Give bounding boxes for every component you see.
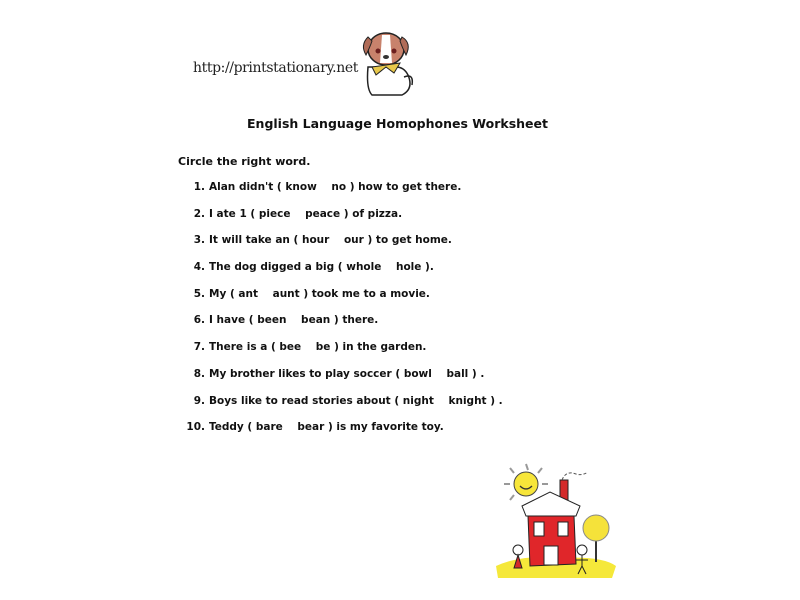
list-item — [180, 421, 503, 448]
item-text: I ate 1 ( piece peace ) of pizza. — [209, 207, 403, 220]
worksheet-title: English Language Homophones Worksheet — [247, 116, 548, 131]
list-item — [180, 181, 503, 208]
item-text: My ( ant aunt ) took me to a movie. — [209, 287, 430, 300]
item-text: There is a ( bee be ) in the garden. — [209, 341, 427, 354]
list-item — [180, 368, 503, 395]
item-text: I have ( been bean ) there. — [209, 314, 379, 327]
list-item — [180, 341, 503, 368]
item-number: 1. — [193, 181, 205, 193]
item-number: 2. — [193, 207, 205, 220]
list-item — [180, 288, 503, 315]
item-number: 4. — [193, 261, 205, 274]
item-text: It will take an ( hour our ) to get home. — [209, 234, 452, 247]
item-number: 7. — [193, 341, 205, 354]
item-text: Teddy ( bare bear ) is my favorite toy. — [209, 421, 444, 434]
house-illustration — [492, 462, 620, 582]
list-item — [180, 208, 503, 235]
item-number: 5. — [193, 287, 205, 300]
instruction-text: Circle the right word. — [178, 155, 311, 168]
list-item — [180, 314, 503, 341]
item-number: 3. — [193, 234, 205, 247]
list-item — [180, 261, 503, 288]
list-item — [180, 395, 503, 422]
item-text: My brother likes to play soccer ( bowl ball ) . — [209, 367, 485, 380]
item-text: The dog digged a big ( whole hole ). — [209, 261, 434, 274]
item-number: 8. — [193, 367, 205, 380]
item-number: 6. — [193, 314, 205, 327]
puppy-illustration — [358, 27, 418, 99]
item-text: Alan didn't ( know no ) how to get there. — [209, 181, 462, 193]
item-number: 9. — [193, 394, 205, 407]
question-list — [180, 181, 503, 448]
item-number: 10. — [186, 421, 205, 434]
site-url: http://printstationary.net — [193, 60, 358, 76]
item-text: Boys like to read stories about ( night knight ) . — [209, 394, 503, 407]
list-item — [180, 234, 503, 261]
